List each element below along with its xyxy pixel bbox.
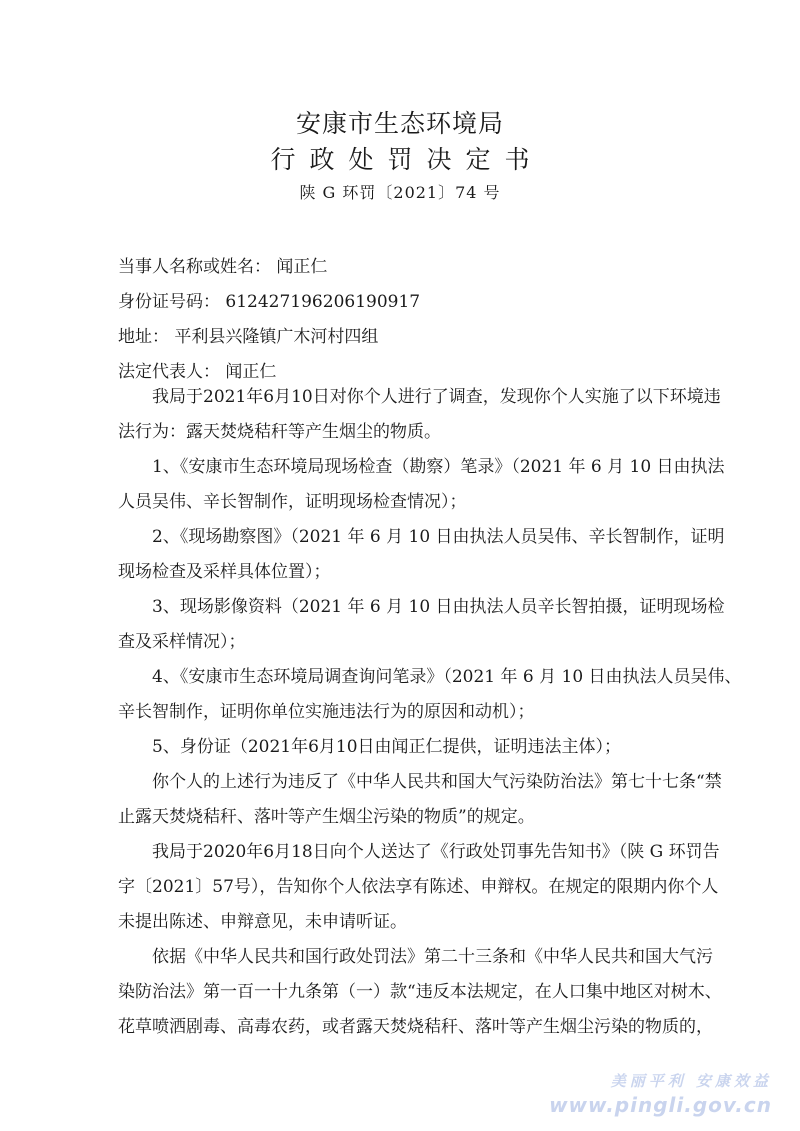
party-name-field: 当事人名称或姓名： 闻正仁 [118,257,328,277]
evidence-line: 1、《安康市生态环境局现场检查（勘察）笔录》（2021 年 6 月 10 日由执法 [152,457,725,477]
body-line: 我局于2021年6月10日对你个人进行了调查，发现你个人实施了以下环境违 [152,387,721,407]
evidence-line: 2、《现场勘察图》（2021 年 6 月 10 日由执法人员吴伟、辛长智制作，证明 [152,527,725,547]
body-line: 依据《中华人民共和国行政处罚法》第二十三条和《中华人民共和国大气污 [152,947,713,967]
id-number-field: 身份证号码： 612427196206190917 [118,292,421,312]
document-type-title: 行政处罚决定书 [270,145,544,174]
body-line: 我局于2020年6月18日向个人送达了《行政处罚事先告知书》（陕 G 环罚告 [152,842,720,862]
watermark-slogan: 美丽平利 安康效益 [610,1072,772,1090]
evidence-line: 人员吴伟、辛长智制作，证明现场检查情况）； [118,492,467,512]
body-line: 未提出陈述、申辩意见，未申请听证。 [118,912,407,932]
body-line: 止露天焚烧秸秆、落叶等产生烟尘污染的物质”的规定。 [118,807,535,827]
evidence-line: 辛长智制作，证明你单位实施违法行为的原因和动机）； [118,702,535,722]
body-line: 花草喷洒剧毒、高毒农药，或者露天焚烧秸秆、落叶等产生烟尘污染的物质的， [118,1017,713,1037]
body-line: 法行为：露天焚烧秸秆等产生烟尘的物质。 [118,422,441,442]
evidence-line: 查及采样情况）； [118,632,246,652]
legal-representative-field: 法定代表人： 闻正仁 [118,362,277,382]
agency-title: 安康市生态环境局 [295,109,504,138]
evidence-line: 现场检查及采样具体位置）； [118,562,331,582]
address-field: 地址： 平利县兴隆镇广木河村四组 [118,327,379,347]
evidence-line: 5、身份证（2021年6月10日由闻正仁提供，证明违法主体）； [152,737,622,757]
document-body [118,380,742,1045]
watermark-site: www.pingli.gov.cn [549,1093,772,1117]
party-info [118,250,690,390]
body-line: 字〔2021〕57号），告知你个人依法享有陈述、申辩权。在规定的限期内你个人 [118,877,719,897]
body-line: 你个人的上述行为违反了《中华人民共和国大气污染防治法》第七十七条“禁 [152,772,722,792]
document-number: 陕 G 环罚〔2021〕74 号 [299,183,501,202]
body-line: 染防治法》第一百一十九条第（一）款“违反本法规定，在人口集中地区对树木、 [118,982,722,1002]
site-watermark [549,1070,772,1117]
evidence-line: 4、《安康市生态环境局调查询问笔录》（2021 年 6 月 10 日由执法人员吴伟、 [152,667,742,687]
evidence-line: 3、现场影像资料（2021 年 6 月 10 日由执法人员辛长智拍摄，证明现场检 [152,597,725,617]
